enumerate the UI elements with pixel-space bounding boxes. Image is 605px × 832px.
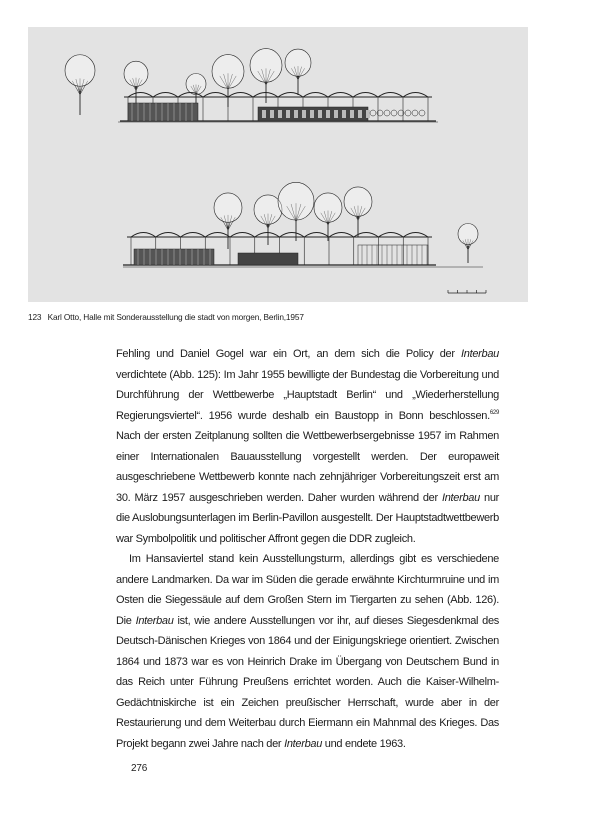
figure-number: 123 [28, 312, 42, 322]
paragraph-2 [116, 549, 499, 754]
italic-term: Interbau [284, 737, 323, 750]
footnote-ref: 629 [489, 409, 499, 416]
paragraph-1 [116, 344, 499, 549]
elevation-drawing [28, 27, 528, 302]
architectural-elevation-figure [28, 27, 528, 302]
text-run: Nach der ersten Zeitplanung sollten die Wettbewerbsergebnisse 1957 im Rahmen einer Internationalen Bauausstellung vorgestellt werden. Der europaweit ausgeschriebene Wettbewerb konnte nach zehnjähriger Vorbereitungszeit erst am 30. März 1957 ausgeschrieben werden. Daher wurden während der [116, 430, 499, 504]
italic-term: Interbau [135, 614, 174, 627]
text-run: verdichtete (Abb. 125): Im Jahr 1955 bewilligte der Bundestag die Vorbereitung und Durchführung der Wettbewerbe „Hauptstadt Berlin“ und „Wiederherstellung Regierungsviertel“. 1956 wurde deshalb ein Baustopp in Bonn beschlossen. [116, 368, 499, 422]
text-run: Fehling und Daniel Gogel war ein Ort, an dem sich die Policy der [116, 348, 462, 360]
text-run: und endete 1963. [322, 737, 406, 750]
figure-caption-text: Karl Otto, Halle mit Sonderausstellung die stadt von morgen, Berlin,1957 [47, 312, 304, 322]
body-text [116, 344, 499, 754]
text-run: nur die Auslobungsunterlagen im Berlin-Pavillon ausgestellt. Der Hauptstadtwettbewerb war Symbolpolitik und politischer Affront gegen die DDR zugleich. [116, 491, 499, 545]
page-number: 276 [131, 763, 148, 774]
text-run: ist, wie andere Ausstellungen vor ihr, auf dieses Siegesdenkmal des Deutsch-Dänischen Krieges von 1864 und der Einigungskriege orientiert. Zwischen 1864 und 1873 war es von Heinrich Drake im Übergang von Deutschem Bund in das Reich unter Führung Preußens errichtet worden. Auch die Kaiser-Wilhelm-Gedächtniskirche ist ein Zeichen preußischer Herrschaft, wurde aber in der Restaurierung und dem Weiterbau durch Eiermann ein Mahnmal des Krieges. Das Projekt begann zwei Jahre nach der [116, 614, 499, 750]
italic-term: Interbau [461, 348, 499, 360]
text-run: Im Hansaviertel stand kein Ausstellungsturm, allerdings gibt es verschiedene andere Landmarken. Da war im Süden die gerade erwähnte Kirchturmruine und im Osten die Siegessäule auf dem Großen Stern im Tiergarten zu sehen (Abb. 126). Die [116, 553, 499, 627]
italic-term: Interbau [441, 491, 480, 504]
figure-caption [28, 312, 548, 322]
